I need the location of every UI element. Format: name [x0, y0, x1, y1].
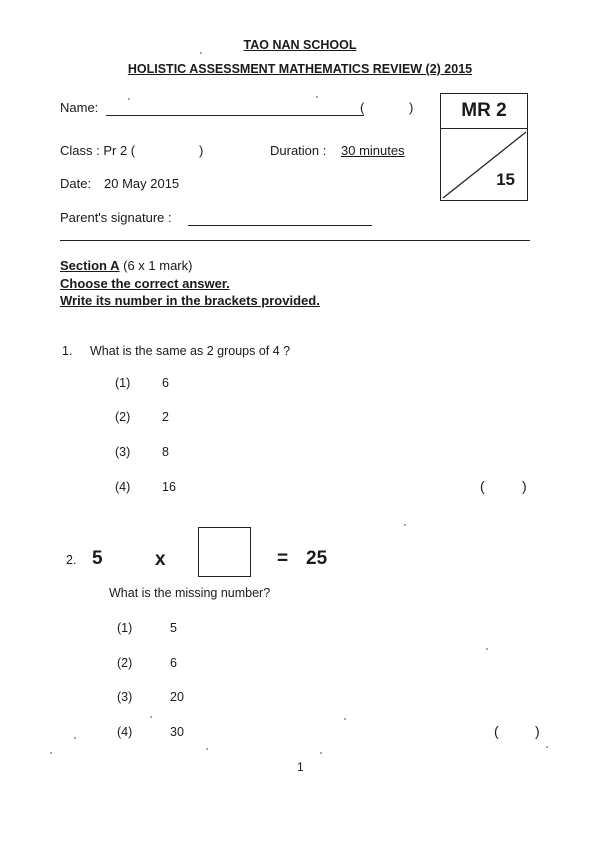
q1-option-4-number: (4)	[115, 480, 131, 494]
name-label: Name:	[60, 100, 99, 115]
name-bracket-open: (	[360, 100, 365, 115]
q1-option-1-number: (1)	[115, 376, 131, 390]
signature-field[interactable]	[188, 225, 372, 226]
scan-speck	[74, 737, 76, 739]
class-label: Class : Pr 2 (	[60, 143, 136, 158]
scan-speck	[486, 648, 488, 650]
q2-option-3-number: (3)	[117, 690, 133, 704]
scan-speck	[200, 52, 202, 54]
q1-option-2-number: (2)	[115, 410, 131, 424]
header-divider	[60, 240, 530, 241]
school-name: TAO NAN SCHOOL	[243, 38, 357, 52]
scan-speck	[128, 98, 130, 100]
q2-option-1-value: 5	[170, 621, 177, 635]
class-bracket-close: )	[199, 143, 204, 158]
question-1-number: 1.	[62, 344, 73, 358]
section-marks: (6 x 1 mark)	[123, 258, 193, 273]
scan-speck	[320, 752, 322, 754]
assessment-title: HOLISTIC ASSESSMENT MATHEMATICS REVIEW (2) 2015	[127, 62, 473, 76]
q1-option-3-value: 8	[162, 445, 169, 459]
q2-option-2-value: 6	[170, 656, 177, 670]
section-title: Section A	[60, 258, 120, 273]
scan-speck	[546, 746, 548, 748]
name-bracket-close: )	[409, 100, 414, 115]
q2-option-4-number: (4)	[117, 725, 133, 739]
equation-equals: =	[277, 548, 289, 569]
question-2-number: 2.	[66, 553, 77, 567]
paper-code: MR 2	[461, 100, 507, 121]
q1-option-1-value: 6	[162, 376, 169, 390]
scan-speck	[150, 716, 152, 718]
name-field[interactable]	[106, 115, 364, 116]
date-label: Date:	[60, 176, 92, 191]
scan-speck	[404, 524, 406, 526]
q2-answer-bracket-close: )	[535, 723, 540, 739]
q2-option-3-value: 20	[170, 690, 184, 704]
scan-speck	[316, 96, 318, 98]
q1-answer-bracket-open: (	[480, 478, 485, 494]
scan-speck	[344, 718, 346, 720]
section-heading	[60, 258, 192, 273]
question-2-text: What is the missing number?	[109, 586, 271, 600]
instruction-choose: Choose the correct answer.	[60, 276, 230, 291]
instruction-write: Write its number in the brackets provided.	[60, 293, 320, 308]
date-value: 20 May 2015	[104, 176, 180, 191]
q2-option-4-value: 30	[170, 725, 184, 739]
q1-option-4-value: 16	[162, 480, 176, 494]
missing-number-box	[198, 527, 251, 577]
total-marks: 15	[496, 170, 515, 189]
q2-answer-bracket-open: (	[494, 723, 499, 739]
score-box	[440, 93, 528, 201]
question-1-text: What is the same as 2 groups of 4 ?	[90, 344, 291, 358]
q2-option-1-number: (1)	[117, 621, 133, 635]
equation-result: 25	[306, 548, 328, 569]
duration-label: Duration :	[270, 143, 327, 158]
scan-speck	[206, 748, 208, 750]
q1-option-3-number: (3)	[115, 445, 131, 459]
duration-value: 30 minutes	[341, 143, 405, 158]
equation-left-operand: 5	[92, 548, 103, 569]
q1-answer-bracket-close: )	[522, 478, 527, 494]
page-number: 1	[297, 760, 304, 774]
signature-label: Parent's signature :	[60, 210, 172, 225]
q2-option-2-number: (2)	[117, 656, 133, 670]
scan-speck	[50, 752, 52, 754]
q1-option-2-value: 2	[162, 410, 169, 424]
equation-operator: x	[155, 549, 166, 570]
